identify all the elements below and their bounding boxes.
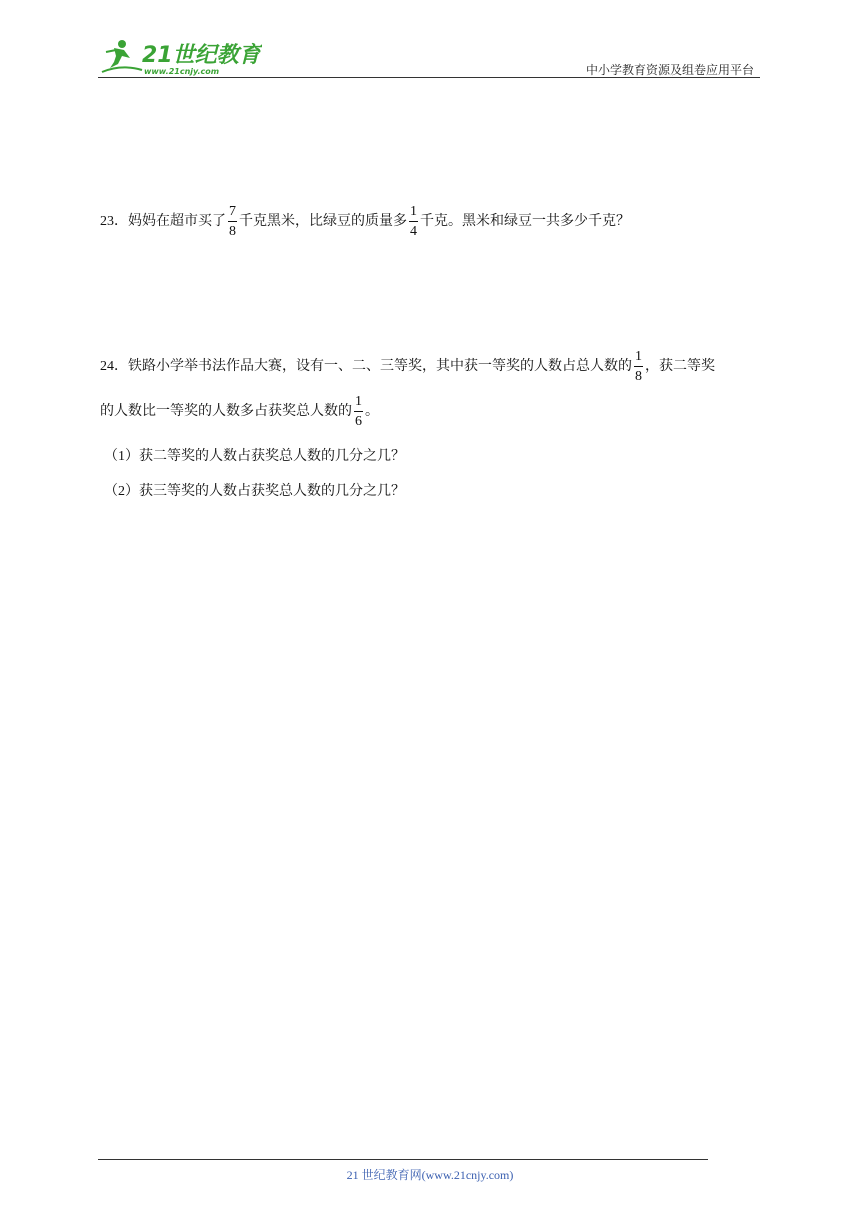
fraction-1-8: $\frac{1}{8}$ [635, 349, 642, 384]
fraction-1-6: $\frac{1}{6}$ [355, 394, 362, 429]
site-logo [92, 34, 262, 78]
sub-question-2: （2）获三等奖的人数占获奖总人数的几分之几？ [104, 484, 405, 499]
footer-link[interactable]: 21 世纪教育网(www.21cnjy.com) [346, 1168, 514, 1182]
question-text: 的人数比一等奖的人数多占获奖总人数的 [100, 404, 352, 420]
question-24-line1 [100, 350, 715, 384]
question-text: ，获二等奖 [645, 359, 715, 375]
sub-question-1: （1）获二等奖的人数占获奖总人数的几分之几？ [104, 449, 405, 464]
fraction-7-8: $\frac{7}{8}$ [229, 204, 236, 239]
logo-url-text: www.21cnjy.com [144, 67, 220, 76]
footer-divider [98, 1159, 708, 1160]
fraction-1-4: $\frac{1}{4}$ [410, 204, 417, 239]
runner-logo-icon [92, 34, 262, 78]
question-text: 。 [365, 404, 379, 420]
question-24-line2 [100, 395, 379, 429]
question-number: 24． [100, 359, 128, 375]
logo-text: 21世纪教育 [142, 43, 261, 68]
question-text: 千克黑米，比绿豆的质量多 [239, 214, 407, 230]
header-slogan: 中小学教育资源及组卷应用平台 [585, 63, 754, 77]
question-text: 妈妈在超市买了 [128, 214, 226, 230]
question-text: 铁路小学举书法作品大赛，设有一、二、三等奖，其中获一等奖的人数占总人数的 [128, 359, 632, 375]
header-divider [98, 77, 760, 78]
question-number: 23． [100, 214, 128, 230]
question-23 [100, 205, 630, 239]
question-text: 千克。黑米和绿豆一共多少千克？ [420, 214, 630, 230]
